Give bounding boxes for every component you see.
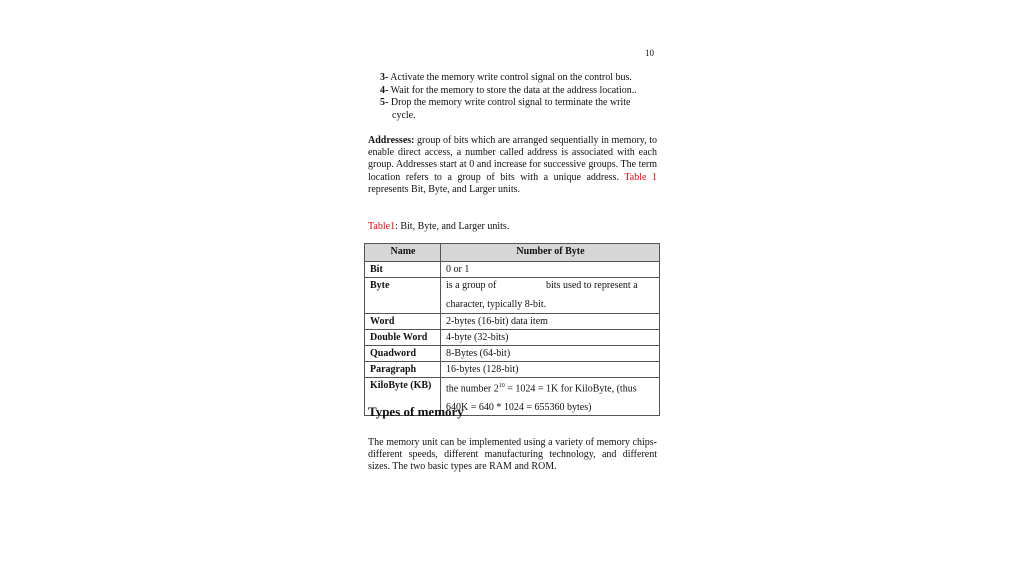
header-number-of-byte: Number of Byte xyxy=(441,244,660,262)
row-name: Word xyxy=(365,314,441,330)
row-value-pre: the number 2 xyxy=(446,383,499,395)
row-value: 0 or 1 xyxy=(441,262,660,278)
row-value xyxy=(441,378,660,416)
row-value xyxy=(441,278,660,314)
table-row xyxy=(365,314,660,330)
table-row xyxy=(365,262,660,278)
row-name: KiloByte (KB) xyxy=(365,378,441,416)
step-text: Drop the memory write control signal to terminate the write xyxy=(390,97,631,108)
table-row xyxy=(365,346,660,362)
table-header-row xyxy=(365,244,660,262)
row-value-line2: character, typically 8-bit. xyxy=(446,299,547,310)
row-name: Paragraph xyxy=(365,362,441,378)
step-5 xyxy=(380,97,670,110)
section-title-types-of-memory: Types of memory xyxy=(368,404,464,419)
row-value-part1: is a group of xyxy=(446,280,497,291)
step-5-continuation: cycle. xyxy=(392,109,416,121)
table-row xyxy=(365,330,660,346)
row-value: 4-byte (32-bits) xyxy=(441,330,660,346)
step-text: Wait for the memory to store the data at the address location.. xyxy=(390,84,637,96)
row-name: Quadword xyxy=(365,346,441,362)
step-number: 4- xyxy=(380,84,389,96)
step-3 xyxy=(380,72,670,85)
row-value-part2: bits used to represent a xyxy=(546,280,638,291)
caption-ref: Table1 xyxy=(368,221,396,232)
step-4 xyxy=(380,85,670,98)
header-name: Name xyxy=(365,244,441,262)
addresses-paragraph xyxy=(368,135,657,196)
step-text: Activate the memory write control signal on the control bus. xyxy=(390,72,632,83)
step-number: 3- xyxy=(380,72,389,83)
row-value: 8-Bytes (64-bit) xyxy=(441,346,660,362)
addresses-body: group of bits which are arranged sequentially in memory, to enable direct access, a number called address is associated with each group. Addresses start at 0 and increase for successive groups. The term location refers to a group of bits with a unique address. xyxy=(368,135,657,183)
addresses-term: Addresses: xyxy=(368,135,415,146)
step-number: 5- xyxy=(380,97,389,108)
row-value: 2-bytes (16-bit) data item xyxy=(441,314,660,330)
row-name: Byte xyxy=(365,278,441,314)
table-reference-link[interactable]: Table 1 xyxy=(624,171,657,183)
row-value-exponent: 10 xyxy=(498,383,505,389)
caption-text: : Bit, Byte, and Larger units. xyxy=(395,221,510,232)
table-row xyxy=(365,362,660,378)
row-name: Double Word xyxy=(365,330,441,346)
table-row xyxy=(365,278,660,314)
row-value-post: = 1024 = 1K for KiloByte, (thus xyxy=(504,383,637,395)
page-number: 10 xyxy=(645,48,654,58)
row-value: 16-bytes (128-bit) xyxy=(441,362,660,378)
table-caption xyxy=(368,221,509,232)
addresses-tail: represents Bit, Byte, and Larger units. xyxy=(368,183,521,195)
row-value-line2: 640K = 640 * 1024 = 655360 bytes) xyxy=(446,402,592,414)
memory-paragraph: The memory unit can be implemented using a variety of memory chips- different speeds, different manufacturing technology, and different sizes. The two basic types are RAM and ROM. xyxy=(368,437,657,473)
write-cycle-steps xyxy=(380,72,670,122)
row-name: Bit xyxy=(365,262,441,278)
units-table xyxy=(364,243,660,416)
